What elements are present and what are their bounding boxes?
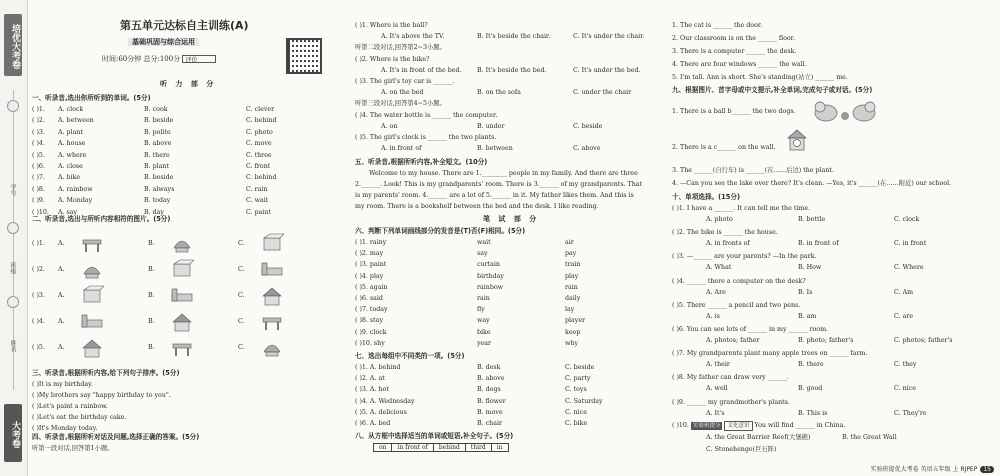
compare-word: bike (477, 328, 491, 336)
option-b: B. chair (477, 420, 502, 427)
word-item: ( )3. paint (355, 261, 387, 269)
option-c: C. party (565, 375, 591, 383)
option-a-picture (80, 232, 104, 254)
option-b: B. am (798, 312, 817, 320)
option-c: C. They're (894, 409, 927, 417)
option-b: B. cook (144, 106, 168, 113)
compare-word: play (565, 272, 579, 280)
option-c: C. photos; father's (894, 337, 953, 344)
option-a: A. between (58, 117, 94, 125)
listening-section-title: 听 力 部 分 (160, 80, 217, 88)
question-text: ( )3. —______ are your parents? —In the park. (672, 253, 817, 261)
section-9-heading: 九、根据图片、首字母或中文提示,补全单词,完成句子或对话。(5分) (672, 86, 873, 94)
option-b: B. beside (144, 174, 174, 182)
question-text: ( )4. ______ there a computer on the desk? (672, 277, 806, 285)
option-a: A. the Great Barrier Reef(大堡礁) (706, 434, 811, 441)
question-line: ( )4. The water bottle is ______ the computer. (355, 111, 498, 119)
passage-line: 2.______. Look! This is my grandparents' room. There is 3.______ of my grandparents. That (355, 181, 643, 188)
passage-line: my room. There is a bookshelf between the bed and the desk. I like reading. (355, 203, 599, 210)
question-text: ( )5. There ______ a pencil and two pens. (672, 301, 801, 309)
question-line: ( )2. Where is the bike? (355, 55, 430, 63)
question-text: ( )6. You can see lots of ______ in my ______ room. (672, 326, 829, 333)
option-a: A. (58, 344, 65, 351)
option-a: A. in front of (381, 145, 422, 153)
advanced-badge: 实验班提分 (692, 423, 721, 429)
question-number: ( )4. (32, 140, 45, 148)
option-a-picture (80, 310, 104, 332)
written-section-title: 笔 试 部 分 (483, 215, 540, 223)
word-item: ( )8. stay (355, 317, 383, 325)
exam-meta (102, 55, 216, 63)
time-score-info: 时间:60分钟 总分:100分 (102, 55, 181, 63)
binding-hole (7, 100, 19, 112)
option-b: B. Is (798, 288, 813, 296)
question-number: ( )3. (32, 292, 45, 299)
word-item: ( )5. again (355, 283, 388, 291)
compare-word: daily (565, 295, 581, 302)
option-a: A. plant (58, 128, 83, 136)
page-subtitle: 基础巩固与综合运用 (128, 38, 199, 46)
compare-word: year (477, 339, 492, 347)
option-a: ( )1. A. behind (355, 364, 401, 371)
word-item: ( )2. may (355, 250, 384, 258)
option-a: A. (58, 240, 65, 247)
option-b: B. photo; father's (798, 337, 854, 344)
option-a: A. bike (58, 174, 81, 182)
option-c: C. (238, 266, 245, 273)
option-a: A. Monday (58, 197, 93, 205)
question-number: ( )2. (32, 117, 45, 125)
option-c: C. in front (894, 240, 927, 248)
option-c: C. behind (246, 174, 277, 182)
option-c: C. Stonehenge(巨石阵) (706, 446, 777, 453)
column-2 (355, 0, 667, 476)
option-c: C. nice (565, 408, 587, 416)
question-text: ( )8. My father can draw very ______. (672, 374, 789, 382)
option-a: A. It's (706, 409, 725, 417)
option-c-picture (260, 310, 284, 332)
compare-word: curtain (477, 261, 500, 269)
option-c: C. clever (246, 106, 275, 113)
ordering-sentence: ( )Let's eat the birthday cake. (32, 414, 127, 421)
section-8-heading: 八、从方框中选择适当的单词或短语,补全句子。(5分) (355, 432, 514, 440)
option-a-picture (80, 284, 104, 306)
option-c: C. (238, 318, 245, 325)
compare-word: fly (477, 306, 485, 314)
compare-word: rain (565, 283, 578, 291)
page-number: 15 (980, 466, 994, 473)
section-4-sub: 听第一段对话,回答第1小题。 (32, 445, 114, 452)
option-a: A. on the bed (381, 89, 424, 97)
option-a: A. photos; father (706, 337, 760, 344)
option-b: B. dogs (477, 386, 501, 394)
word-option: third (465, 444, 491, 452)
option-b: B. (148, 318, 155, 325)
option-a: A. house (58, 140, 86, 148)
option-b: B. day (144, 208, 164, 216)
option-c: C. bike (565, 420, 588, 427)
binding-hole (7, 296, 19, 308)
word-item: ( )9. clock (355, 328, 387, 336)
option-b: B. good (798, 385, 823, 393)
option-a: A. say (58, 208, 78, 216)
option-b: B. How (798, 264, 822, 272)
option-b: B. there (798, 361, 824, 369)
option-a: A. Are (706, 288, 726, 296)
fill-sentence: 2. Our classroom is on the ______ floor. (672, 35, 795, 42)
compare-word: why (565, 339, 579, 347)
option-b: B. today (144, 197, 171, 205)
option-b: B. above (477, 375, 505, 383)
question-text: ( )2. The bike is ______ the house. (672, 229, 778, 237)
score-box[interactable] (182, 55, 216, 63)
section-10-heading: 十、单项选择。(15分) (672, 193, 740, 201)
option-b: B. It's beside the chair. (477, 33, 551, 41)
question-number: ( )8. (32, 185, 45, 193)
option-c: C. under the chair (573, 89, 632, 97)
option-b: B. there (144, 151, 170, 159)
word-box (373, 443, 509, 452)
question-line: 听第二段对话,回答第2~3小题。 (355, 44, 446, 52)
option-b: B. the Great Wall (842, 434, 897, 441)
option-b: B. (148, 266, 155, 273)
picture-sentence: 1. There is a ball b______ the two dogs. (672, 108, 796, 115)
fill-sentence: 3. There is a computer ______ the desk. (672, 48, 797, 55)
option-a: A. (58, 318, 65, 325)
option-c-picture (260, 232, 284, 254)
fill-sentence: 4. There are four windows ______ the wall. (672, 61, 807, 68)
option-a: A. clock (58, 106, 84, 113)
option-b: B. in front of (798, 240, 839, 248)
question-number: ( )3. (32, 128, 45, 136)
option-a: ( )3. A. hot (355, 386, 389, 394)
word-item: ( )6. said (355, 295, 383, 302)
ordering-sentence: ( )It's Monday today. (32, 425, 98, 432)
option-c: C. It's under the bed. (573, 66, 641, 74)
compare-word: air (565, 239, 574, 246)
question-number: ( )1. (32, 106, 45, 113)
compare-word: player (565, 317, 586, 325)
option-c: C. beside (565, 364, 595, 371)
option-c: C. three (246, 151, 272, 159)
compare-word: way (477, 317, 490, 325)
compare-word: birthday (477, 272, 504, 280)
option-a: A. It's in front of the bed. (381, 66, 462, 74)
word-item: ( )10. shy (355, 339, 385, 347)
option-b: B. (148, 240, 155, 247)
question-10 (672, 421, 845, 431)
option-a-picture (80, 336, 104, 358)
hint-sentence: 4. —Can you see the lake over there? It's clean. —Yes, it's ______(在……附近) our school. (672, 180, 952, 187)
clock-picture (786, 128, 808, 152)
question-number: ( )5. (32, 151, 45, 159)
option-b: B. polite (144, 128, 171, 136)
option-c: C. nice (894, 385, 916, 393)
option-a-picture (80, 258, 104, 280)
option-b: B. above (144, 140, 172, 148)
option-c: C. they (894, 361, 917, 369)
option-c: C. It's under the chair. (573, 33, 645, 41)
option-a: A. where (58, 151, 87, 159)
section-5-heading: 五、听录音,根据所听内容,补全短文。(10分) (355, 158, 488, 166)
word-item: ( )4. play (355, 272, 384, 280)
binding-hole (7, 222, 19, 234)
option-b: B. beside (144, 117, 174, 125)
option-a: A. on (381, 122, 398, 130)
word-item: ( )1. rainy (355, 239, 387, 246)
compare-word: wait (477, 239, 491, 246)
option-c: C. (238, 292, 245, 299)
option-b-picture (170, 310, 194, 332)
question-number: ( )10. (672, 422, 689, 429)
compare-word: say (477, 250, 488, 258)
option-b-picture (170, 232, 194, 254)
option-c: C. (238, 344, 245, 351)
question-line: ( )5. The girl's clock is ______ the two plants. (355, 134, 497, 141)
word-option: in (491, 444, 508, 452)
question-number: ( )10. (32, 208, 49, 216)
compare-word: pay (565, 250, 577, 258)
option-c: C. Saturday (565, 397, 603, 405)
question-number: ( )6. (32, 163, 45, 170)
brand-logo: 培优大考卷 (4, 14, 22, 76)
question-line: ( )3. The girl's toy car is ______. (355, 78, 455, 85)
compare-word: train (565, 261, 581, 269)
question-number: ( )7. (32, 174, 45, 182)
option-b: B. bottle (798, 216, 826, 223)
option-c: C. rain (246, 185, 268, 193)
section-2-heading: 二、听录音,选出与所听内容相符的图片。(5分) (32, 215, 171, 223)
option-a: A. rainbow (58, 185, 93, 193)
ordering-sentence: ( )Let's paint a rainbow. (32, 403, 108, 410)
column-3 (672, 0, 994, 476)
option-b: B. It's beside the bed. (477, 66, 547, 74)
question-line: 听第三段对话,回答第4~5小题。 (355, 100, 446, 108)
score-label: 评价 (185, 57, 198, 64)
option-a: A. (58, 266, 65, 273)
option-b-picture (170, 336, 194, 358)
option-a: ( )5. A. delicious (355, 408, 407, 416)
option-a: A. (58, 292, 65, 299)
ordering-sentence: ( )It is my birthday. (32, 381, 93, 388)
binding-strip (0, 0, 28, 476)
page-title: 第五单元达标自主训练(A) (120, 19, 249, 32)
option-a: ( )2. A. at (355, 375, 385, 383)
option-a: ( )6. A. bed (355, 420, 391, 427)
option-c: C. move (246, 140, 272, 148)
option-c: C. are (894, 312, 914, 320)
passage-line: is my parents' room. 4.______ are a lot of 5.______ in it. My father likes them. And this is (355, 192, 634, 199)
option-c: C. above (573, 145, 601, 153)
option-c: C. wait (246, 197, 269, 205)
option-a: A. their (706, 361, 730, 369)
question-text: ( )7. My grandparents plant many apple trees on ______ farm. (672, 350, 868, 358)
section-1-heading: 一、听录音,选出你所听到的单词。(5分) (32, 94, 151, 102)
passage-line: Welcome to my house. There are 1.________ people in my family. And there are three (369, 170, 638, 177)
option-b: B. plant (144, 163, 170, 170)
compare-word: lay (565, 306, 575, 314)
option-c-picture (260, 284, 284, 306)
option-c: C. (238, 240, 245, 247)
section-4-heading: 四、听录音,根据所听对话及问题,选择正确的答案。(5分) (32, 433, 200, 441)
option-a: A. well (706, 385, 728, 393)
option-b: B. move (477, 408, 503, 416)
question-number: ( )1. (32, 240, 45, 247)
option-a: A. photo (706, 216, 733, 223)
option-a: A. is (706, 312, 720, 320)
brand-logo-bottom: 大考卷 (4, 404, 22, 462)
word-option: on (374, 444, 392, 452)
question-text: ( )1. I have a ______. It can tell me the time. (672, 205, 811, 212)
option-c: C. behind (246, 117, 277, 125)
option-c: C. beside (573, 122, 603, 130)
ordering-sentence: ( )My brothers say "happy birthday to you". (32, 392, 171, 399)
section-7-heading: 七、选出每组中不同类的一项。(5分) (355, 352, 465, 360)
option-b: B. (148, 292, 155, 299)
footer-text: 实验班提优大考卷 英语五年级 上 RJPEP (870, 466, 978, 473)
fill-sentence: 1. The cat is ______ the door. (672, 22, 763, 29)
section-3-heading: 三、听录音,根据所听内容,给下列句子排序。(5分) (32, 369, 180, 377)
option-b: B. always (144, 185, 175, 193)
two-dogs-picture (812, 98, 878, 124)
option-b-picture (170, 258, 194, 280)
word-option: behind (433, 444, 465, 452)
option-b: B. (148, 344, 155, 351)
option-c: C. paint (246, 208, 271, 216)
option-c-picture (260, 258, 284, 280)
question-line: ( )1. Where is the ball? (355, 22, 428, 29)
option-c: C. clock (894, 216, 920, 223)
option-c: C. toys (565, 386, 587, 394)
section-6-heading: 六、判断下列单词画线部分的发音是(T)否(F)相同。(5分) (355, 227, 526, 235)
option-a: A. in fronts of (706, 240, 750, 248)
compare-word: rainbow (477, 283, 504, 291)
option-a: A. close (58, 163, 83, 170)
culture-badge: 文化意识 (724, 421, 752, 431)
option-b: B. flower (477, 397, 506, 405)
question-text: ( )9. ______ my grandmother's plants. (672, 398, 790, 406)
option-b: B. between (477, 145, 513, 153)
picture-sentence: 2. There is a c______ on the wall. (672, 144, 776, 151)
student-number-label: 学号 (9, 184, 16, 196)
option-b: B. under (477, 122, 505, 130)
question-text: You will find ______ in China. (754, 422, 846, 429)
fill-sentence: 5. I'm tall. Ann is short. She's standing(站立) ______ me. (672, 74, 848, 81)
option-a: A. It's above the TV. (381, 33, 445, 41)
question-number: ( )4. (32, 318, 45, 325)
option-c-picture (260, 336, 284, 358)
word-option: in front of (392, 444, 433, 452)
compare-word: keep (565, 328, 581, 336)
question-number: ( )5. (32, 344, 45, 351)
option-a: A. What (706, 264, 732, 272)
question-number: ( )9. (32, 197, 45, 205)
option-c: C. Am (894, 288, 914, 296)
qr-code-pattern (290, 42, 318, 70)
class-label: 班级 (9, 262, 16, 274)
hint-sentence: 3. The ______(自行车) is ______(在……后边) the plant. (672, 167, 834, 174)
page-footer (871, 464, 994, 473)
column-1 (32, 0, 344, 476)
name-label: 姓名 (9, 340, 16, 352)
option-b: B. on the sofa (477, 89, 521, 97)
option-b: B. This is (798, 409, 828, 417)
compare-word: rain (477, 295, 490, 302)
word-item: ( )7. today (355, 306, 388, 314)
option-c: C. photo (246, 128, 273, 136)
option-a: ( )4. A. Wednesday (355, 397, 415, 405)
option-b-picture (170, 284, 194, 306)
option-c: C. Where (894, 264, 924, 272)
question-number: ( )2. (32, 266, 45, 273)
option-b: B. desk (477, 364, 501, 371)
option-c: C. front (246, 163, 271, 170)
